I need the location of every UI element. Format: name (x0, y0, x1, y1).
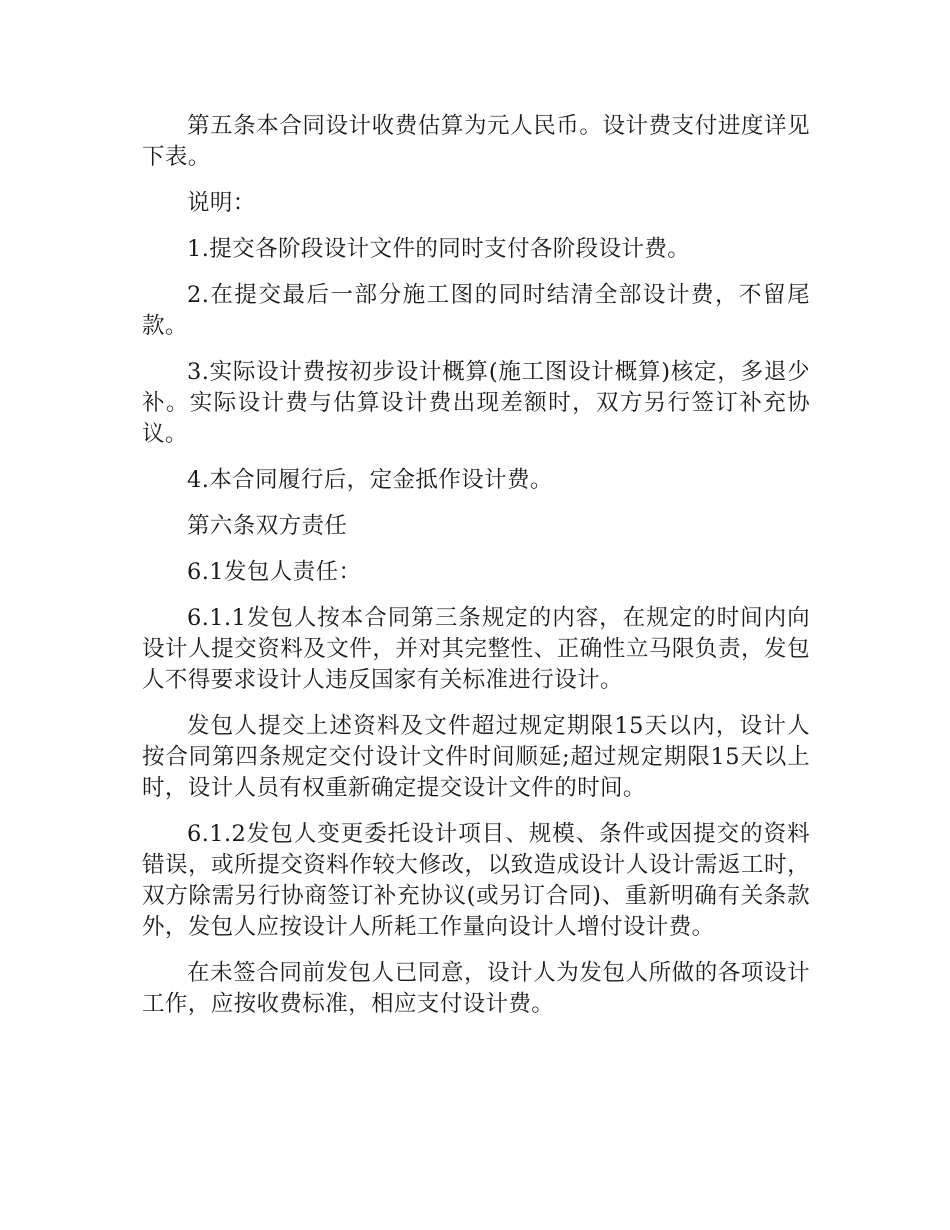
paragraph-clause-6-1-1-delay: 发包人提交上述资料及文件超过规定期限15天以内，设计人按合同第四条规定交付设计文件时间顺延;超过规定期限15天以上时，设计人员有权重新确定提交设计文件的时间。 (142, 713, 810, 801)
paragraph-article-5: 第五条本合同设计收费估算为元人民币。设计费支付进度详见下表。 (142, 113, 810, 170)
paragraph-note-2: 2.在提交最后一部分施工图的同时结清全部设计费，不留尾款。 (142, 282, 810, 339)
paragraph-clause-6-1-2-precontract: 在未签合同前发包人已同意，设计人为发包人所做的各项设计工作，应按收费标准，相应支付设计费。 (142, 960, 810, 1017)
paragraph-note-1: 1.提交各阶段设计文件的同时支付各阶段设计费。 (187, 236, 691, 262)
paragraph-clause-6-1-2: 6.1.2发包人变更委托设计项目、规模、条件或因提交的资料错误，或所提交资料作较大修改，以致造成设计人设计需返工时，双方除需另行协商签订补充协议(或另订合同)、重新明确有关条款外，发包人应按设计人所耗工作量向设计人增付设计费。 (142, 821, 810, 940)
paragraph-note-4: 4.本合同履行后，定金抵作设计费。 (187, 467, 553, 493)
paragraph-note-3: 3.实际设计费按初步设计概算(施工图设计概算)核定，多退少补。实际设计费与估算设计费出现差额时，双方另行签订补充协议。 (142, 359, 810, 447)
paragraph-clause-6-1-1: 6.1.1发包人按本合同第三条规定的内容，在规定的时间内向设计人提交资料及文件，并对其完整性、正确性立马限负责，发包人不得要求设计人违反国家有关标准进行设计。 (142, 605, 810, 693)
paragraph-article-6-heading: 第六条双方责任 (187, 513, 348, 539)
paragraph-notes-heading: 说明： (187, 190, 256, 216)
document-body (142, 111, 810, 1035)
paragraph-section-6-1-heading: 6.1发包人责任： (187, 559, 362, 585)
